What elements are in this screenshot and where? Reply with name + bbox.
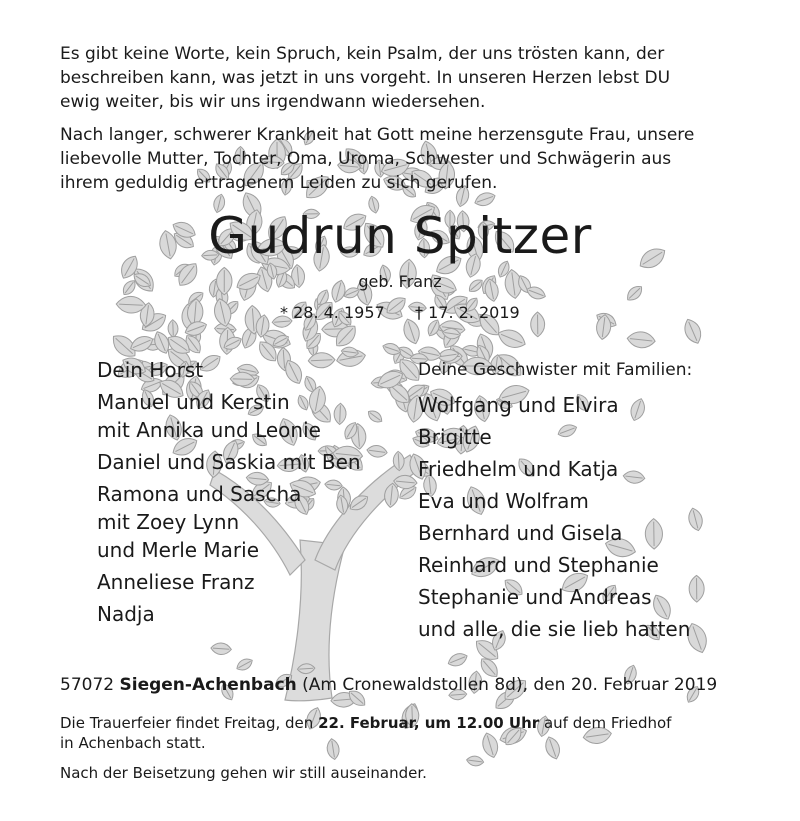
family-entry: Daniel und Saskia mit Ben <box>97 450 361 474</box>
service-info: Die Trauerfeier findet Freitag, den 22. Februar, um 12.00 Uhr auf dem Friedhof in Achenbach statt. <box>60 714 672 752</box>
family-entry: Brigitte <box>418 425 492 449</box>
siblings-heading: Deine Geschwister mit Familien: <box>418 360 693 380</box>
family-entry: Reinhard und Stephanie <box>418 553 659 577</box>
city: Siegen-Achenbach <box>119 675 297 695</box>
family-entry: Ramona und Sascha mit Zoey Lynn und Merle Marie <box>97 482 302 562</box>
family-entry: Wolfgang und Elvira <box>418 393 619 417</box>
service-datetime: 22. Februar, um 12.00 Uhr <box>318 714 540 732</box>
intro-line: Es gibt keine Worte, kein Spruch, kein Psalm, der uns trösten kann, der <box>60 44 665 64</box>
family-entry: Stephanie und Andreas <box>418 585 652 609</box>
family-entry: und alle, die sie lieb hatten <box>418 617 691 641</box>
family-entry: Friedhelm und Katja <box>418 457 619 481</box>
family-left-column <box>97 356 361 630</box>
intro-line: ihrem geduldig ertragenem Leiden zu sich gerufen. <box>60 173 498 193</box>
intro-line: beschreiben kann, was jetzt in uns vorgeht. In unseren Herzen lebst DU <box>60 68 671 88</box>
address-line <box>60 675 717 695</box>
family-entry: Nadja <box>97 602 155 626</box>
zip-code: 57072 <box>60 675 115 695</box>
birth-date: * 28. 4. 1957 <box>280 303 385 322</box>
street-date: (Am Cronewaldstollen 8d), den 20. Februar 2019 <box>302 675 718 695</box>
deceased-name: Gudrun Spitzer <box>208 207 592 265</box>
birth-name: geb. Franz <box>358 272 442 291</box>
family-entry: Anneliese Franz <box>97 570 255 594</box>
family-entry: Eva und Wolfram <box>418 489 589 513</box>
death-date: † 17. 2. 2019 <box>415 303 520 322</box>
family-entry: Bernhard und Gisela <box>418 521 623 545</box>
intro-line: liebevolle Mutter, Tochter, Oma, Uroma, Schwester und Schwägerin aus <box>60 149 672 169</box>
intro-paragraph-1 <box>60 42 750 114</box>
family-entry: Dein Horst <box>97 358 204 382</box>
family-right-column <box>418 390 690 646</box>
closing-note: Nach der Beisetzung gehen wir still auseinander. <box>60 764 427 782</box>
family-entry: Manuel und Kerstin mit Annika und Leonie <box>97 390 321 442</box>
intro-paragraph-2 <box>60 123 750 195</box>
intro-line: Nach langer, schwerer Krankheit hat Gott meine herzensgute Frau, unsere <box>60 125 695 145</box>
intro-line: ewig weiter, bis wir uns irgendwann wiedersehen. <box>60 92 486 112</box>
